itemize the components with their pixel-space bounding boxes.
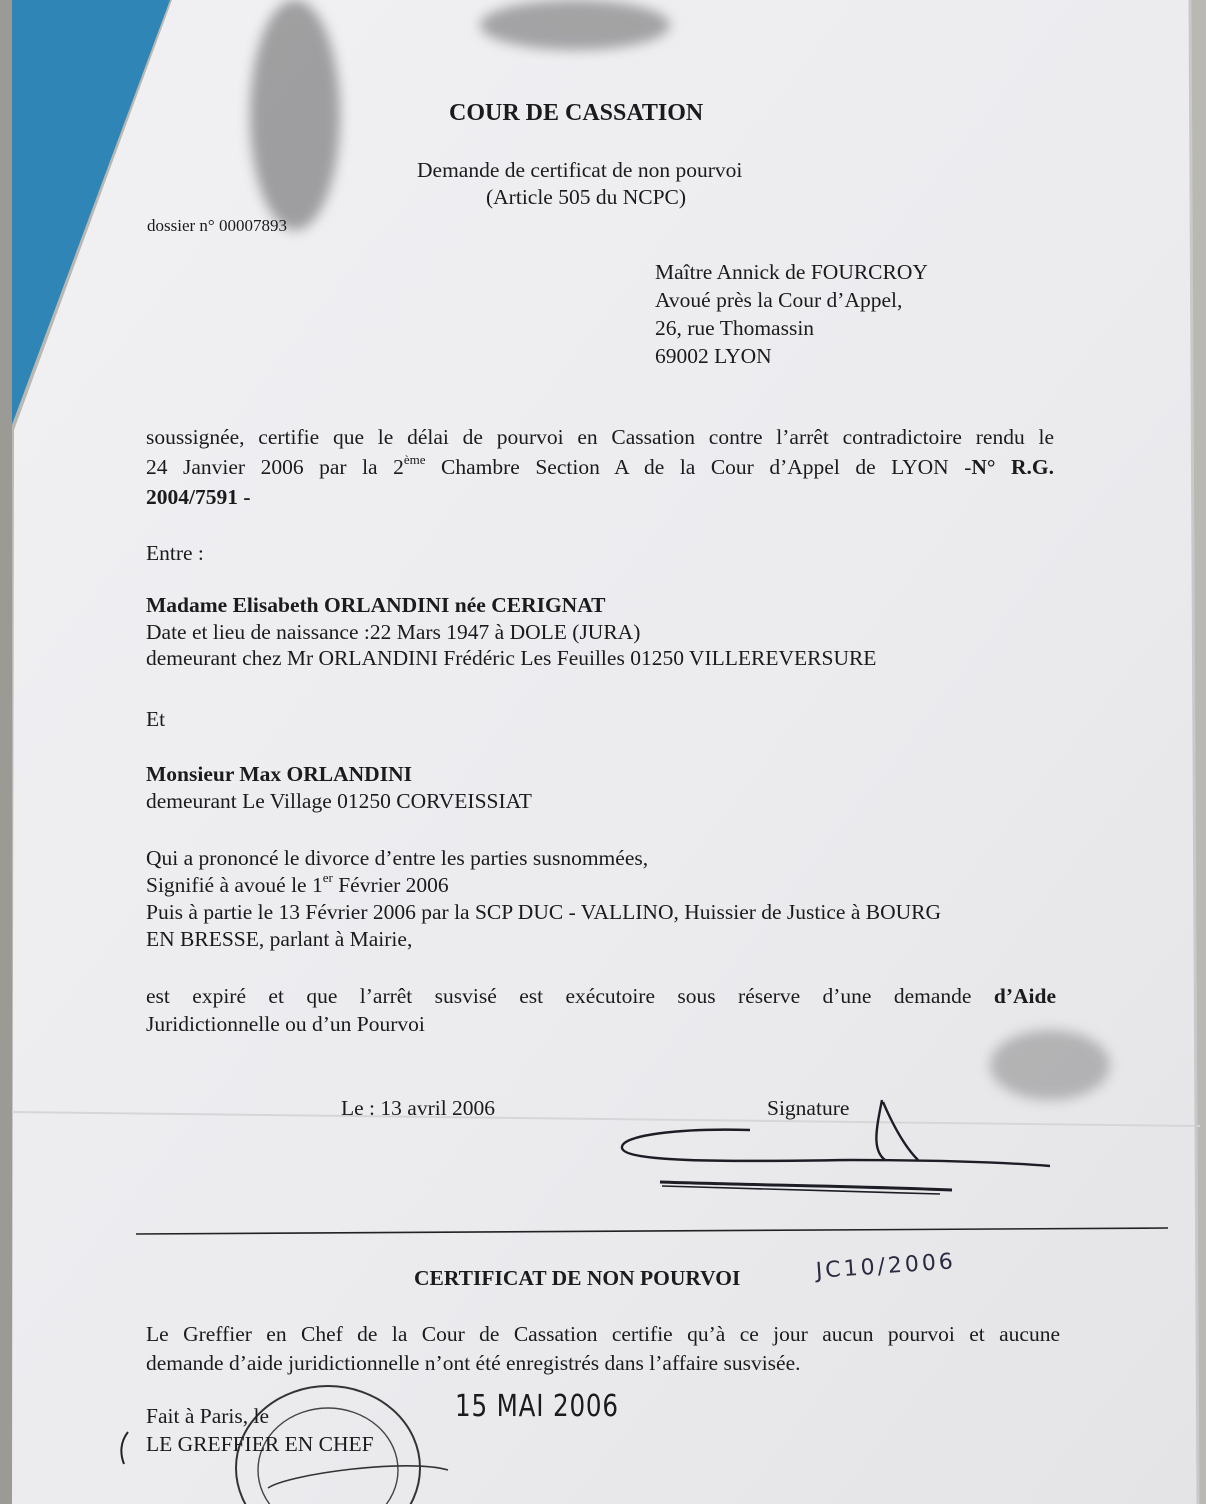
- intro-line-2: [146, 451, 1054, 480]
- handwritten-signature: [600, 1090, 1070, 1210]
- intro-line-1: soussignée, certifie que le délai de pourvoi en Cassation contre l’arrêt contradictoire rendu le: [146, 425, 1054, 449]
- entre-label: Entre :: [146, 541, 204, 565]
- handwritten-mark: [114, 1428, 134, 1468]
- signifie-text: Signifié à avoué le 1: [146, 873, 323, 897]
- intro-line-2-rest: Chambre Section A de la Cour d’Appel de LYON -: [425, 455, 972, 479]
- signifie-rest: Février 2006: [332, 873, 449, 897]
- signifie-line: [146, 869, 449, 898]
- certificate-text-1: Le Greffier en Chef de la Cour de Cassation certifie qu’à ce jour aucun pourvoi et aucune: [146, 1322, 1060, 1346]
- intro-line-2-text: 24 Janvier 2006 par la 2: [146, 455, 404, 479]
- signifie-sup: er: [322, 869, 333, 885]
- stamp-date: 15 MAI 2006: [455, 1389, 619, 1424]
- party1-birth: Date et lieu de naissance :22 Mars 1947 à DOLE (JURA): [146, 620, 641, 644]
- aide-bold: d’Aide: [993, 984, 1056, 1008]
- addressee-street: 26, rue Thomassin: [655, 316, 815, 340]
- section-separator: [136, 1220, 1176, 1240]
- expire-line-1: [146, 983, 1056, 1009]
- signature-label: Signature: [767, 1096, 850, 1120]
- rg-label: N° R.G.: [971, 455, 1054, 479]
- request-date: Le : 13 avril 2006: [341, 1096, 496, 1120]
- request-title: Demande de certificat de non pourvoi: [417, 158, 743, 182]
- party1-address: demeurant chez Mr ORLANDINI Frédéric Les Feuilles 01250 VILLEREVERSURE: [146, 646, 877, 670]
- rg-number: 2004/7591 -: [146, 485, 251, 509]
- greffier-en-chef: LE GREFFIER EN CHEF: [146, 1432, 374, 1456]
- expire-line-2: Juridictionnelle ou d’un Pourvoi: [146, 1012, 425, 1036]
- court-title: COUR DE CASSATION: [449, 100, 704, 126]
- certificate-title: CERTIFICAT DE NON POURVOI: [414, 1266, 741, 1290]
- divorce-line: Qui a prononcé le divorce d’entre les parties susnommées,: [146, 846, 649, 870]
- partie-line-2: EN BRESSE, parlant à Mairie,: [146, 927, 413, 951]
- handwritten-reference: JC10/2006: [815, 1249, 957, 1284]
- party2-name: Monsieur Max ORLANDINI: [146, 762, 412, 786]
- et-label: Et: [146, 707, 166, 731]
- addressee-role: Avoué près la Cour d’Appel,: [655, 288, 903, 312]
- fait-a-paris: Fait à Paris, le: [146, 1404, 270, 1428]
- article-reference: (Article 505 du NCPC): [486, 185, 687, 209]
- ordinal-sup: ème: [403, 451, 426, 467]
- party2-address: demeurant Le Village 01250 CORVEISSIAT: [146, 789, 532, 813]
- addressee-city: 69002 LYON: [655, 344, 772, 368]
- addressee-name: Maître Annick de FOURCROY: [655, 260, 928, 284]
- party1-name: Madame Elisabeth ORLANDINI née CERIGNAT: [146, 593, 606, 617]
- partie-line-1: Puis à partie le 13 Février 2006 par la SCP DUC - VALLINO, Huissier de Justice à BOURG: [146, 900, 942, 924]
- expire-text: est expiré et que l’arrêt susvisé est exécutoire sous réserve d’une demande: [146, 984, 994, 1008]
- dossier-number: dossier n° 00007893: [147, 216, 287, 235]
- certificate-text-2: demande d’aide juridictionnelle n’ont été enregistrés dans l’affaire susvisée.: [146, 1351, 801, 1375]
